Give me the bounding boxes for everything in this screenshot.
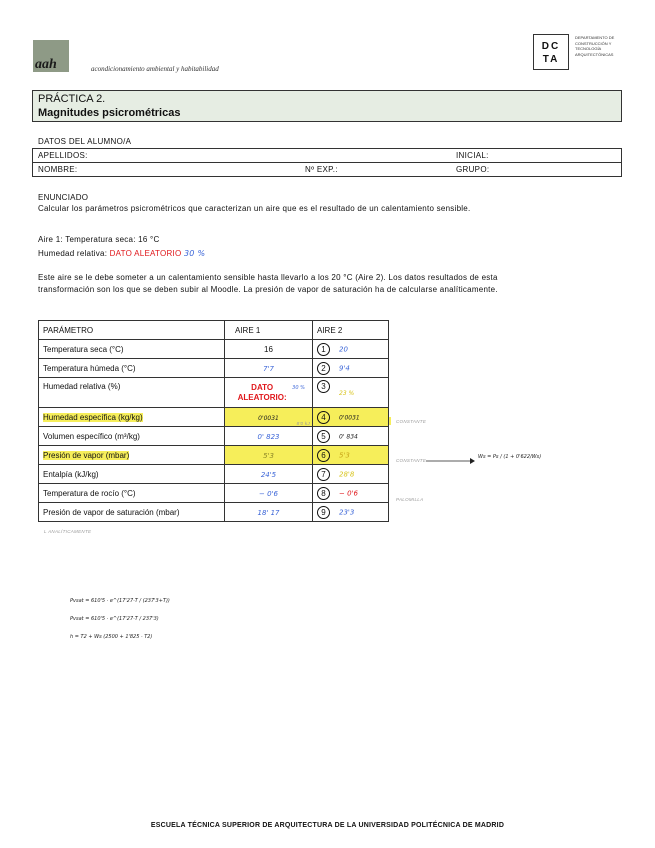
air1-temperature: Aire 1: Temperatura seca: 16 °C <box>38 235 160 244</box>
table-row <box>39 408 389 427</box>
step-number: 4 <box>317 411 330 424</box>
table-row <box>39 359 389 378</box>
air2-cell <box>313 484 389 503</box>
air2-value: − 0'6 <box>339 489 358 498</box>
step-number: 9 <box>317 506 330 519</box>
air1-value: 5'3 <box>263 451 274 460</box>
table-row <box>39 378 389 408</box>
step-number: 1 <box>317 343 330 356</box>
param-name: Temperatura de rocío (°C) <box>39 484 225 503</box>
surnames-row <box>32 148 622 163</box>
air1-cell <box>225 446 313 465</box>
air2-cell <box>313 378 389 408</box>
air1-cell <box>225 408 313 427</box>
air1-value: 24'5 <box>260 470 277 479</box>
group-label: GRUPO: <box>456 165 490 174</box>
param-cell <box>39 446 225 465</box>
table-row <box>39 503 389 522</box>
statement-paragraph-line2: transformación son los que se deben subir al Moodle. La presión de vapor de saturación ha de calcularse analíticamente. <box>38 285 498 294</box>
air1-cell <box>225 427 313 446</box>
air1-cell <box>225 465 313 484</box>
air1-humidity-label: Humedad relativa: <box>38 249 108 258</box>
step-number: 5 <box>317 430 330 443</box>
logo-text: acondicionamiento ambiental y habitabilidad <box>91 65 219 73</box>
surnames-label: APELLIDOS: <box>38 151 88 160</box>
air2-value: 28'8 <box>339 470 355 479</box>
air2-cell <box>313 503 389 522</box>
air2-cell <box>313 427 389 446</box>
param-name: Temperatura seca (°C) <box>39 340 225 359</box>
department-name: DEPARTAMENTO DE CONSTRUCCIÓN Y TECNOLOGÍA ARQUITECTÓNICAS <box>575 35 615 57</box>
air1-value: 7'7 <box>263 364 274 373</box>
air2-cell <box>313 408 389 427</box>
dcta-logo <box>533 34 633 70</box>
step-number: 2 <box>317 362 330 375</box>
air2-value: 23 % <box>339 389 355 397</box>
formula-line: h = T2 + Ws (2500 + 1'825 · T2) <box>70 634 153 640</box>
step-number: 7 <box>317 468 330 481</box>
formula-line: Pvsat = 610'5 · e^(17'27·T / (237'3+T)) <box>70 598 170 604</box>
vapor-constant-note: CONSTANTE <box>396 458 427 463</box>
air1-humidity <box>38 248 205 259</box>
highlight-extension <box>389 417 391 425</box>
air2-cell <box>313 446 389 465</box>
practice-header <box>32 90 622 122</box>
parameters-table <box>38 320 389 522</box>
student-section-title: DATOS DEL ALUMNO/A <box>38 137 132 146</box>
air2-value: 20 <box>339 345 348 354</box>
footer-school: ESCUELA TÉCNICA SUPERIOR DE ARQUITECTURA DE LA UNIVERSIDAD POLITÉCNICA DE MADRID <box>150 822 505 829</box>
param-name: Volumen específico (m³/kg) <box>39 427 225 446</box>
table-row <box>39 446 389 465</box>
param-name: Presión de vapor (mbar) <box>43 450 130 460</box>
formula-line: Pvsat = 610'5 · e^(17'27·T / 237'3) <box>70 616 159 622</box>
table-row <box>39 427 389 446</box>
air2-cell <box>313 359 389 378</box>
side-formula: Ws = Ps / (1 + 0'622/Ws) <box>478 454 542 460</box>
table-row <box>39 465 389 484</box>
unit-note: 8'0 kJ <box>296 421 310 426</box>
table-header-row <box>39 321 389 340</box>
name-label: NOMBRE: <box>38 165 78 174</box>
air1-cell <box>225 378 313 408</box>
air1-value: 18' 17 <box>257 508 280 517</box>
air2-cell <box>313 465 389 484</box>
header-air1: AIRE 1 <box>225 321 313 340</box>
param-cell <box>39 408 225 427</box>
random-data-cell: DATO ALEATORIO: <box>237 382 287 402</box>
air2-value: 5'3 <box>339 451 350 460</box>
table-row <box>39 340 389 359</box>
air1-handwritten-humidity: 30 % <box>292 384 305 391</box>
handwritten-humidity: 30 % <box>183 249 206 258</box>
analytic-note: L ANALÍTICAMENTE <box>44 529 92 534</box>
air1-value: 0'0031 <box>258 414 279 422</box>
table-row <box>39 484 389 503</box>
param-name: Humedad específica (kg/kg) <box>43 412 143 422</box>
step-number: 3 <box>317 380 330 393</box>
header-air2: AIRE 2 <box>313 321 389 340</box>
air1-cell <box>225 503 313 522</box>
aah-logo <box>33 40 283 76</box>
practice-number: PRÁCTICA 2. <box>38 93 106 105</box>
step-number: 8 <box>317 487 330 500</box>
logo-mark: aah <box>35 57 57 72</box>
air2-value: 0'0031 <box>339 414 360 422</box>
air2-cell <box>313 340 389 359</box>
air1-cell <box>225 359 313 378</box>
statement-heading: ENUNCIADO <box>38 193 89 202</box>
statement-text: Calcular los parámetros psicrométricos que caracterizan un aire que es el resultado de un calentamiento sensible. <box>38 204 471 213</box>
arrow-icon <box>426 456 476 466</box>
air1-cell <box>225 484 313 503</box>
header-parameter: PARÁMETRO <box>39 321 225 340</box>
initial-label: INICIAL: <box>456 151 489 160</box>
param-name: Humedad relativa (%) <box>39 378 225 408</box>
air1-value: 0' 823 <box>257 432 280 441</box>
air2-value: 0' 834 <box>339 433 358 441</box>
exp-label: Nº EXP.: <box>305 165 338 174</box>
param-name: Presión de vapor de saturación (mbar) <box>39 503 225 522</box>
air1-value: − 0'6 <box>259 489 278 498</box>
humidity-constant-note: CONSTANTE <box>396 419 427 424</box>
air2-value: 9'4 <box>339 364 350 373</box>
statement-paragraph-line1: Este aire se le debe someter a un calentamiento sensible hasta llevarlo a los 20 °C (Aire 2). Los datos resultados de esta <box>38 273 498 282</box>
dcta-mark: DC TA <box>533 34 569 70</box>
practice-title: Magnitudes psicrométricas <box>38 107 181 119</box>
dew-point-note: PALOMILLA <box>396 497 424 502</box>
random-data-label: DATO ALEATORIO <box>109 249 182 258</box>
air1-value: 16 <box>225 340 313 359</box>
step-number: 6 <box>317 449 330 462</box>
param-name: Temperatura húmeda (°C) <box>39 359 225 378</box>
param-name: Entalpía (kJ/kg) <box>39 465 225 484</box>
air2-value: 23'3 <box>339 508 355 517</box>
